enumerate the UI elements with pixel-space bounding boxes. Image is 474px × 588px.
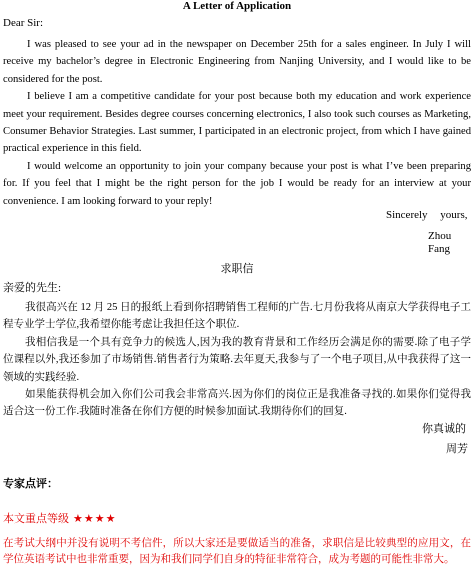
chinese-letter-title: 求职信 — [220, 263, 254, 275]
english-paragraph-1: I was pleased to see your ad in the newspaper on December 25th for a sales engineer. In July I will receive my bachelor’s degree in Electronic Engineering from Nanjing University, and I would like to be considered for the post. — [3, 39, 471, 85]
chinese-paragraph-3: 如果能获得机会加入你们公司我会非常高兴.因为你们的岗位正是我准备寻找的.如果你们觉得我适合这一份工作.我随时准备在你们方便的时候参加面试.我期待你们的回复. — [3, 389, 471, 418]
importance-rating — [3, 513, 116, 526]
chinese-closing: 你真诚的 — [422, 423, 466, 435]
expert-comment-heading: 专家点评： — [3, 478, 58, 490]
english-letter-title: A Letter of Application — [182, 0, 292, 12]
importance-label: 本文重点等级 — [3, 513, 69, 525]
expert-comment-body: 在考试大纲中并没有说明不考信件，所以大家还是要做适当的准备，求职信是比较典型的应用文，在学位英语考试中也非常重要，因为和我们同学们自身的特征非常符合，成为考题的可能性非常大。 — [3, 537, 471, 565]
chinese-letter-body — [3, 299, 471, 421]
english-salutation: Dear Sir: — [3, 17, 44, 29]
english-paragraph-2: I believe I am a competitive candidate for your post because both my education and work experience meet your requirement. Besides degree courses concerning electronics, I also took such courses as Marketing, Consumer Behavior Strategies. Last summer, I participated in an electronic project, from which I have gained practical experience in this field. — [3, 91, 471, 155]
chinese-salutation: 亲爱的先生: — [3, 282, 62, 294]
english-paragraph-3: I would welcome an opportunity to join your company because your post is what I’ve been preparing for. If you feel that I might be the right person for the job I would be ready for an interview at your convenience. I am looking forward to your reply! — [3, 160, 471, 207]
star-rating-icon: ★★★★ — [73, 513, 117, 525]
english-closing: Sincerely yours, — [386, 209, 468, 221]
english-letter-body — [3, 36, 471, 210]
english-signature: Zhou Fang — [428, 230, 452, 255]
chinese-signature: 周芳 — [446, 443, 468, 455]
chinese-paragraph-1: 我很高兴在 12 月 25 日的报纸上看到你招聘销售工程师的广告.七月份我将从南京大学获得电子工程专业学士学位,我希望你能考虑让我担任这个职位. — [3, 302, 471, 331]
chinese-paragraph-2: 我相信我是一个具有竞争力的候选人,因为我的教育背景和工作经历会满足你的需要.除了电子学位课程以外,我还参加了市场销售.销售者行为策略.去年夏天,我参与了一个电子项目,从中我获得了这一领域的实践经验. — [3, 336, 471, 383]
